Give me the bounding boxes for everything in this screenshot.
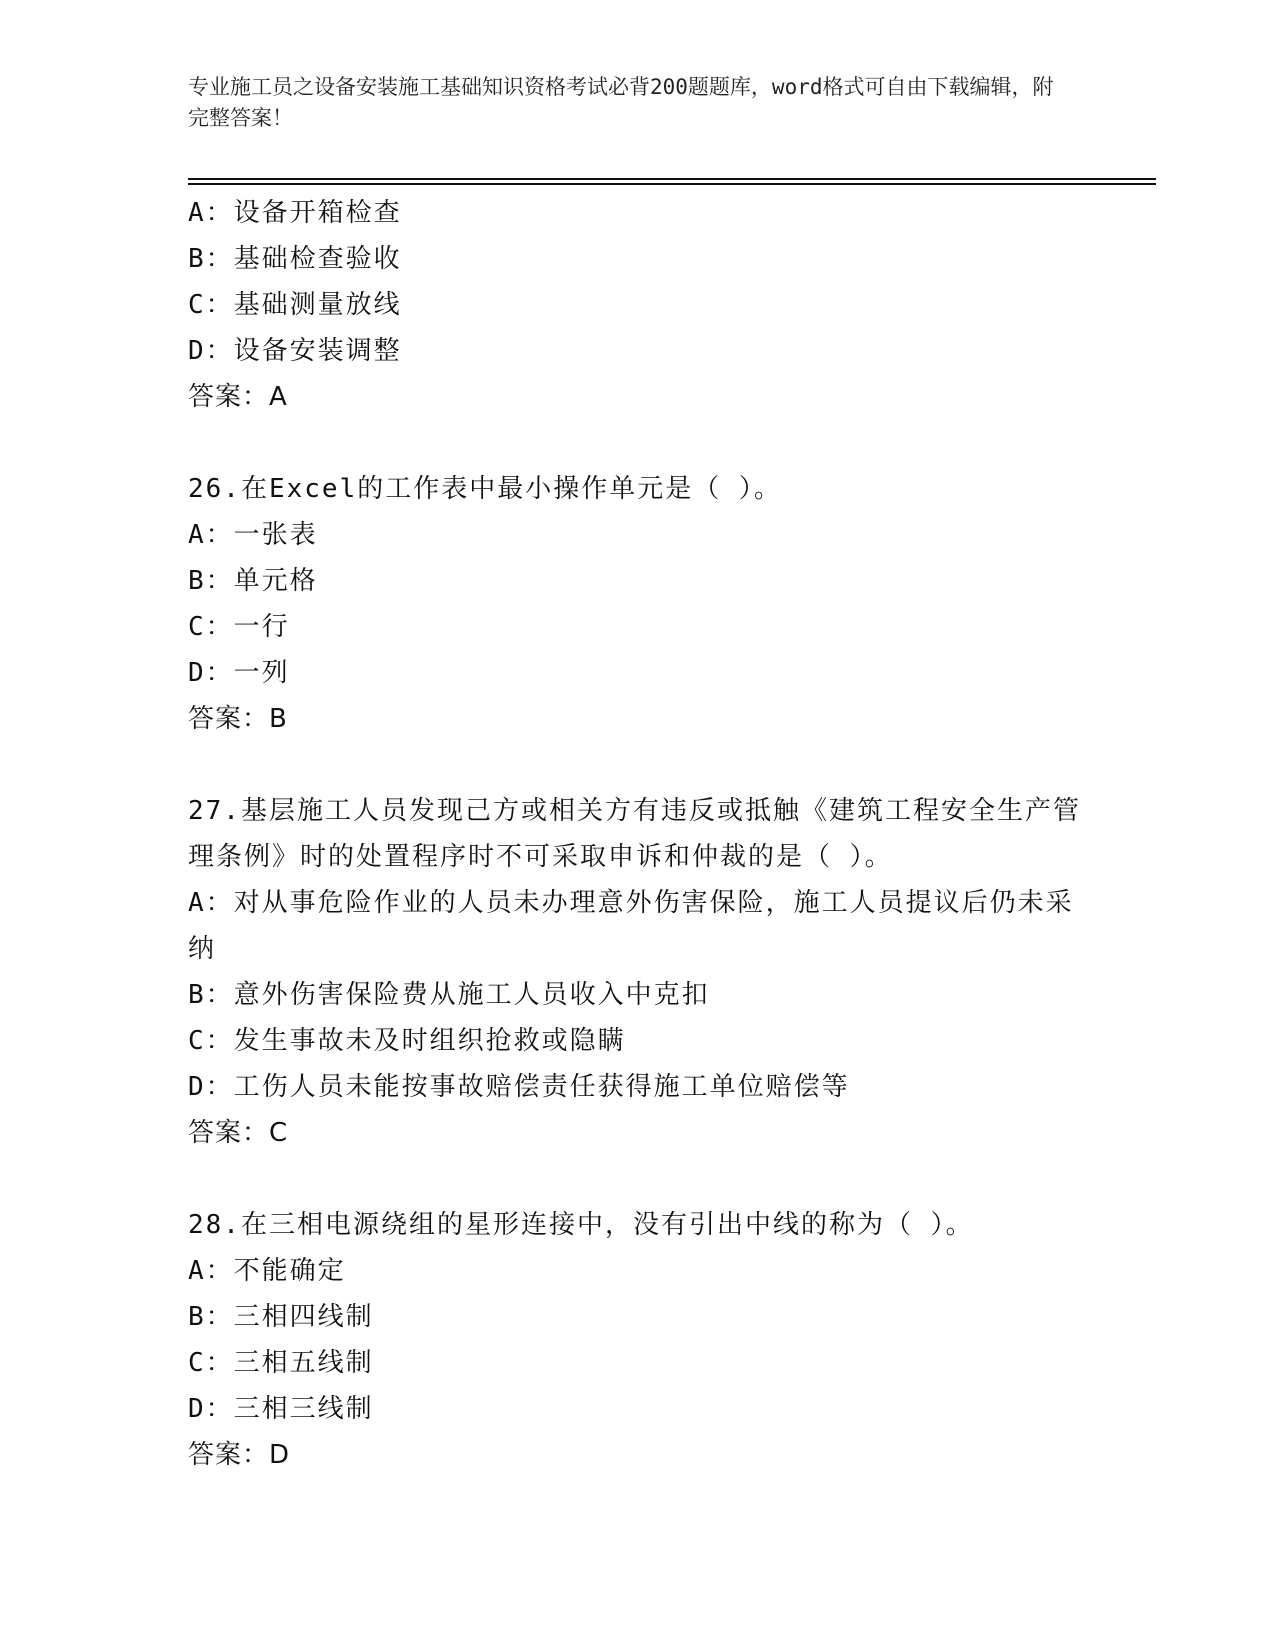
option-a: A：不能确定 [188, 1256, 346, 1286]
question-26 [188, 466, 1088, 742]
option-c: C：发生事故未及时组织抢救或隐瞒 [188, 1026, 626, 1056]
option-c: C：一行 [188, 612, 290, 642]
spacer [188, 1156, 1088, 1202]
option-a: A：对从事危险作业的人员未办理意外伤害保险，施工人员提议后仍未采纳 [188, 888, 1074, 964]
question-27 [188, 788, 1088, 1156]
question-stem: 26.在Excel的工作表中最小操作单元是（ ）。 [188, 474, 782, 504]
question-content [188, 190, 1088, 1478]
question-stem: 28.在三相电源绕组的星形连接中，没有引出中线的称为（ ）。 [188, 1210, 974, 1240]
answer: 答案：D [188, 1440, 291, 1470]
answer: 答案：C [188, 1118, 289, 1148]
document-header: 专业施工员之设备安装施工基础知识资格考试必背200题题库，word格式可自由下载编辑，附完整答案！ [188, 75, 1054, 130]
header-divider-top [188, 178, 1156, 180]
option-a: A：设备开箱检查 [188, 198, 402, 228]
option-b: B：意外伤害保险费从施工人员收入中克扣 [188, 980, 710, 1010]
header-divider-bottom [188, 183, 1156, 185]
answer: 答案：A [188, 382, 288, 412]
question-stem: 27.基层施工人员发现己方或相关方有违反或抵触《建筑工程安全生产管理条例》时的处置程序时不可采取申诉和仲裁的是（ ）。 [188, 796, 1081, 872]
question-28 [188, 1202, 1088, 1478]
option-b: B：单元格 [188, 566, 318, 596]
option-d: D：设备安装调整 [188, 336, 402, 366]
option-d: D：工伤人员未能按事故赔偿责任获得施工单位赔偿等 [188, 1072, 850, 1102]
continued-question [188, 190, 1088, 420]
option-c: C：基础测量放线 [188, 290, 402, 320]
answer: 答案：B [188, 704, 288, 734]
spacer [188, 742, 1088, 788]
option-a: A：一张表 [188, 520, 318, 550]
option-b: B：基础检查验收 [188, 244, 402, 274]
option-b: B：三相四线制 [188, 1302, 374, 1332]
option-d: D：三相三线制 [188, 1394, 374, 1424]
option-c: C：三相五线制 [188, 1348, 374, 1378]
option-d: D：一列 [188, 658, 290, 688]
spacer [188, 420, 1088, 466]
